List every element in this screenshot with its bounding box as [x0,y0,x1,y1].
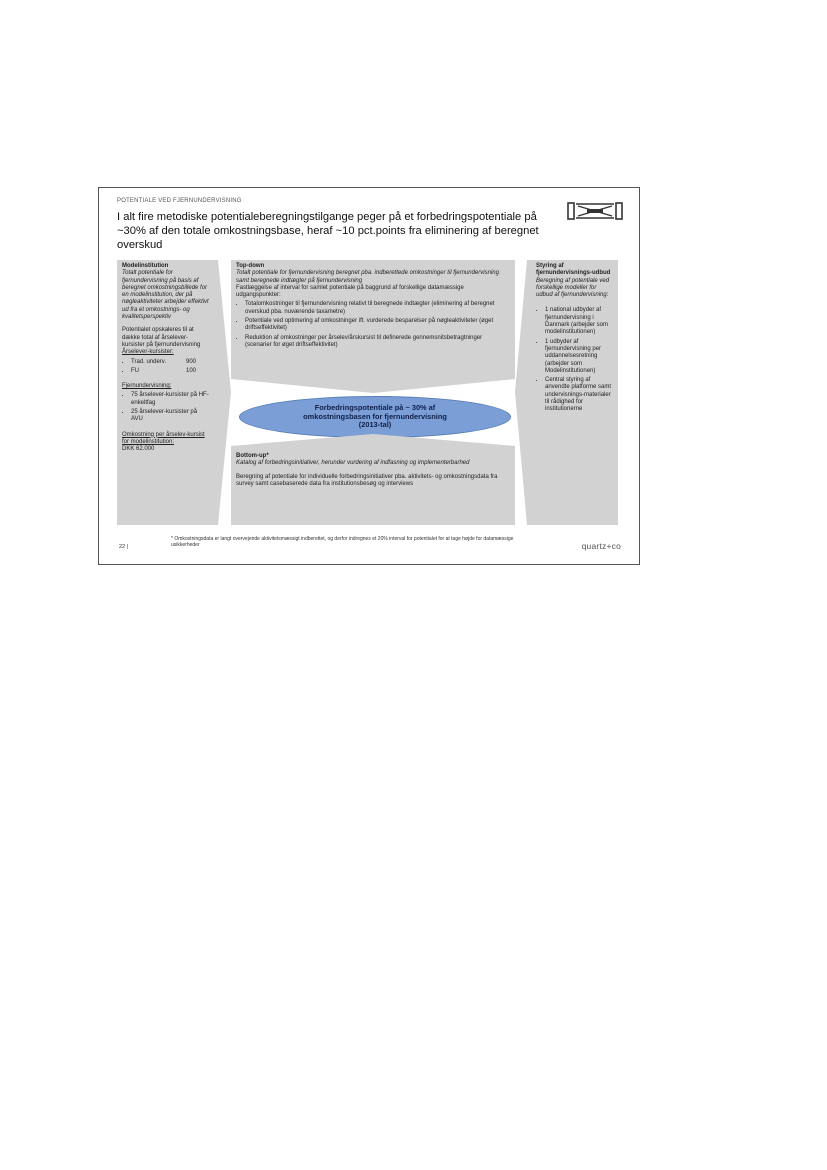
logo-icon [567,201,623,221]
top-panel-heading: Top-down [236,263,265,269]
top-panel-arrow [231,375,515,393]
left-panel-group1-title: Årselever-kursister: [122,349,174,356]
bottom-panel-subtitle: Katalog af forbedringsinitiativer, herunder vurdering af indfasning og implementerbarhed [236,460,470,467]
list-item: • 75 årselever-kursister på HF-enkeltfag [131,392,209,407]
top-panel-subtitle: Totalt potentiale for fjernundervisning beregnet pba. indberettede omkostninger til fjernundervisning samt beregnede indtægter på fjernundervisning [236,270,499,284]
top-panel-intro: Fastlæggelse af interval for samlet potentiale på baggrund af forskellige datamæssige udgangspunkter: [236,284,464,299]
right-panel-styring [531,260,618,525]
right-panel-subtitle: Beregning af potentiale ved forskellige modeller for udbud af fjernundervisning: [536,277,610,299]
left-chevron-arrow [214,260,231,525]
left-panel-cost-title: Omkostning per årselev-kursist for modelinstitution: [122,431,205,445]
bottom-panel-bottom-up [231,450,515,525]
list-item: • Trad. underv. 900 [131,359,209,366]
slide-kicker: POTENTIALE VED FJERNUNDERVISNING [117,198,242,204]
bottom-panel-arrow [231,434,515,450]
list-item: • 25 årselever-kursister på AVU [131,409,209,424]
bottom-panel-heading: Bottom-up* [236,453,269,459]
left-panel-group2-list [122,392,209,423]
left-panel-cost-value: DKK 62.000 [122,446,155,453]
left-panel-subtitle: Totalt potentiale for fjernundervisning på basis af beregnet omkostningsbillede for en modelinstitution, der på nøgleaktiviteter arbejder effektivt ud fra et omkostnings- og kvalitetsperspektiv [122,270,209,321]
list-item: • Central styring af anvendte platforme samt undervisnings-materialer til rådighed for institutionerne [545,377,613,413]
right-panel-list [536,307,613,413]
bottom-panel-body: Beregning af potentiale for individuelle forbedringsinitiativer pba. aktivitets- og omkostningsdata fra survey samt casebaserede data fra institutionsbesøg og interviews [236,473,498,487]
top-panel-top-down [231,260,515,375]
ellipse-line-2: omkostningsbasen for fjernundervisning [303,411,447,421]
left-panel-group2-title: Fjernundervisning: [122,383,172,390]
slide-title: I alt fire metodiske potentialeberegningstilgange peger på et forbedringspotentiale på ~30% af den totale omkostningsbase, heraf ~10 pct.points fra eliminering af beregnet overskud [117,211,539,251]
right-chevron-arrow [515,260,531,525]
brand-logo-text: quartz+co [581,541,621,551]
top-panel-list [236,301,510,349]
left-panel-heading: Modelinstitution [122,263,169,269]
list-item: • FU 100 [131,368,209,375]
result-ellipse [239,396,511,438]
slide [98,187,640,565]
ellipse-line-3: (2013-tal) [358,420,392,430]
page-number: 22 | [119,544,129,550]
left-panel-group1-list [122,359,209,376]
footnote-marker: * [171,536,173,542]
footnote-text: Omkostningsdata er langt overvejende aktivitetsmæssigt indberettet, og derfor indregnes et 20% interval for potentialet for at tage højde for datamæssige usikkerheder [171,536,514,548]
list-item: • 1 udbyder af fjernundervisning per uddannelsesretning (arbejder som Modelinstitutionen) [545,339,613,375]
left-panel-modelinstitution [117,260,214,525]
footnote [171,536,541,548]
list-item: • Potentiale ved optimering af omkostninger ift. vurderede besparelser på nøgleaktiviteter (øget driftseffektivitet) [245,318,510,333]
left-panel-intro: Potentialet opskaleres til at dække total af årselever-kursister på fjernundervisning [122,327,201,348]
right-panel-heading: Styring af fjernundervisnings-udbud [536,263,611,277]
list-item: • Reduktion af omkostninger per årselev/årskursist til definerede gennemsnitsbetragtninger (scenarier for øget driftseffektivitet) [245,335,510,350]
list-item: • Totalomkostninger til fjernundervisning relativt til beregnede indtægter (eliminering af beregnet overskud pba. nuværende taxametre) [245,301,510,316]
list-item: • 1 national udbyder af fjernundervisning i Danmark (arbejder som modelinstitutionen) [545,307,613,336]
ellipse-line-1: Forbedringspotentiale på ~ 30% af [314,403,436,413]
